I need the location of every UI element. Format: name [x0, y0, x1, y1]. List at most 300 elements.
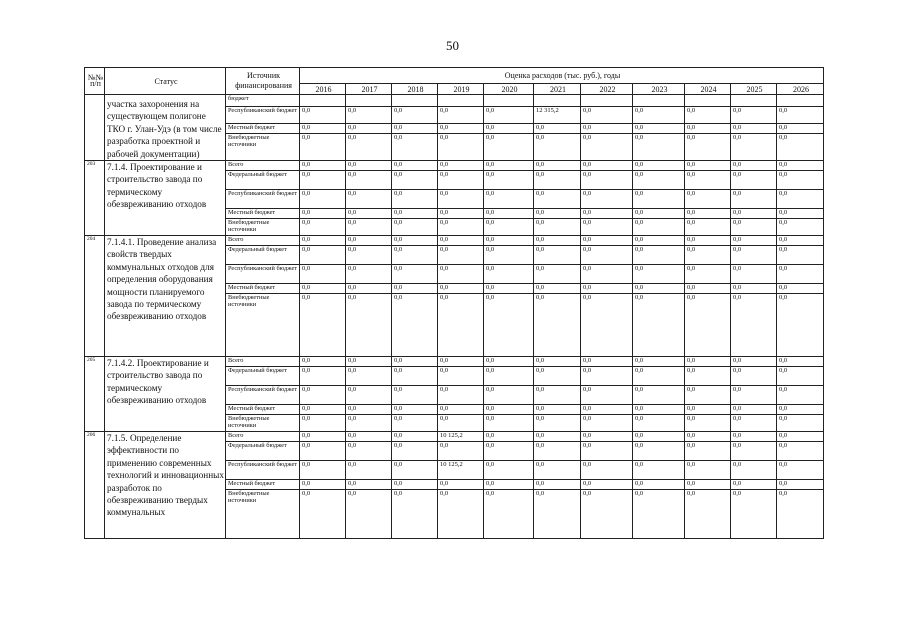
value-cell: 0,0 [346, 209, 392, 219]
value-cell: 0,0 [731, 107, 777, 124]
funding-source: Федеральный бюджет [226, 367, 300, 386]
value-cell: 0,0 [484, 490, 534, 539]
funding-source: Всего [226, 357, 300, 367]
value-cell: 0,0 [534, 432, 581, 442]
value-cell: 0,0 [346, 386, 392, 405]
value-cell: 0,0 [731, 367, 777, 386]
value-cell: 0,0 [633, 386, 685, 405]
value-cell: 0,0 [581, 265, 633, 284]
value-cell: 0,0 [392, 357, 438, 367]
value-cell: 0,0 [633, 219, 685, 236]
value-cell: 0,0 [484, 265, 534, 284]
value-cell [534, 95, 581, 107]
value-cell: 0,0 [392, 190, 438, 209]
value-cell: 0,0 [438, 357, 484, 367]
value-cell: 0,0 [484, 442, 534, 461]
value-cell: 0,0 [392, 442, 438, 461]
value-cell: 0,0 [685, 490, 731, 539]
value-cell: 0,0 [685, 134, 731, 161]
value-cell: 0,0 [300, 386, 346, 405]
value-cell: 0,0 [346, 134, 392, 161]
value-cell: 0,0 [633, 107, 685, 124]
funding-source: Федеральный бюджет [226, 442, 300, 461]
funding-source: Федеральный бюджет [226, 171, 300, 190]
value-cell: 0,0 [346, 294, 392, 357]
value-cell: 0,0 [300, 284, 346, 294]
value-cell: 0,0 [777, 367, 824, 386]
value-cell: 0,0 [685, 124, 731, 134]
value-cell: 0,0 [581, 107, 633, 124]
value-cell: 0,0 [777, 294, 824, 357]
value-cell: 10 125,2 [438, 432, 484, 442]
value-cell: 0,0 [300, 219, 346, 236]
value-cell: 0,0 [731, 386, 777, 405]
value-cell [438, 95, 484, 107]
value-cell: 0,0 [633, 190, 685, 209]
value-cell: 0,0 [392, 367, 438, 386]
value-cell: 0,0 [685, 265, 731, 284]
funding-source: Федеральный бюджет [226, 246, 300, 265]
value-cell: 0,0 [484, 209, 534, 219]
value-cell: 0,0 [777, 246, 824, 265]
value-cell [392, 95, 438, 107]
value-cell: 0,0 [392, 107, 438, 124]
value-cell: 0,0 [581, 219, 633, 236]
value-cell: 0,0 [581, 294, 633, 357]
value-cell [581, 95, 633, 107]
value-cell: 0,0 [685, 236, 731, 246]
value-cell: 0,0 [484, 367, 534, 386]
funding-source: Внебюджетные источники [226, 219, 300, 236]
value-cell: 0,0 [685, 357, 731, 367]
table-row [85, 95, 824, 107]
value-cell: 0,0 [633, 490, 685, 539]
value-cell: 0,0 [346, 190, 392, 209]
value-cell: 0,0 [346, 236, 392, 246]
status-text: 7.1.4.2. Проектирование и строительство завода по термическому обезвреживанию отходов [105, 357, 226, 432]
value-cell: 0,0 [300, 236, 346, 246]
value-cell: 0,0 [300, 134, 346, 161]
value-cell: 0,0 [438, 134, 484, 161]
value-cell: 0,0 [731, 219, 777, 236]
value-cell: 0,0 [777, 386, 824, 405]
value-cell: 0,0 [300, 367, 346, 386]
value-cell: 0,0 [392, 161, 438, 171]
value-cell: 0,0 [581, 171, 633, 190]
value-cell: 0,0 [534, 265, 581, 284]
value-cell: 0,0 [633, 442, 685, 461]
value-cell: 0,0 [685, 190, 731, 209]
value-cell: 0,0 [685, 432, 731, 442]
value-cell: 0,0 [581, 386, 633, 405]
funding-source: бюджет [226, 95, 300, 107]
value-cell: 0,0 [300, 442, 346, 461]
value-cell: 0,0 [484, 432, 534, 442]
value-cell: 0,0 [346, 490, 392, 539]
value-cell: 0,0 [581, 284, 633, 294]
value-cell: 0,0 [438, 442, 484, 461]
value-cell: 0,0 [534, 386, 581, 405]
value-cell: 0,0 [392, 480, 438, 490]
header-year: 2023 [633, 84, 685, 95]
value-cell: 0,0 [731, 284, 777, 294]
header-year: 2022 [581, 84, 633, 95]
value-cell: 0,0 [484, 171, 534, 190]
value-cell [777, 95, 824, 107]
value-cell [685, 95, 731, 107]
value-cell: 0,0 [581, 461, 633, 480]
table-row [85, 432, 824, 442]
value-cell: 0,0 [777, 461, 824, 480]
value-cell: 0,0 [534, 442, 581, 461]
value-cell: 0,0 [633, 246, 685, 265]
value-cell: 0,0 [346, 265, 392, 284]
value-cell: 0,0 [438, 236, 484, 246]
value-cell: 0,0 [300, 209, 346, 219]
value-cell: 0,0 [484, 190, 534, 209]
funding-source: Всего [226, 236, 300, 246]
value-cell: 0,0 [484, 161, 534, 171]
value-cell: 0,0 [346, 432, 392, 442]
value-cell: 0,0 [685, 367, 731, 386]
status-text: 7.1.5. Определение эффективности по применению современных технологий и инновационных разработок по обезвреживанию твердых коммунальных [105, 432, 226, 539]
value-cell: 0,0 [685, 480, 731, 490]
value-cell: 0,0 [392, 171, 438, 190]
value-cell: 10 125,2 [438, 461, 484, 480]
status-text: 7.1.4.1. Проведение анализа свойств твердых коммунальных отходов для определения оборудования мощности планируемого завода по термическому обезвреживанию отходов [105, 236, 226, 357]
value-cell: 0,0 [581, 367, 633, 386]
value-cell: 0,0 [346, 107, 392, 124]
value-cell: 0,0 [438, 107, 484, 124]
header-expenses: Оценка расходов (тыс. руб.), годы [300, 68, 824, 84]
value-cell: 0,0 [438, 171, 484, 190]
value-cell: 0,0 [346, 246, 392, 265]
value-cell: 0,0 [731, 265, 777, 284]
funding-source: Внебюджетные источники [226, 415, 300, 432]
value-cell: 0,0 [731, 236, 777, 246]
value-cell: 0,0 [346, 161, 392, 171]
row-number: 205 [85, 357, 105, 432]
value-cell: 0,0 [300, 190, 346, 209]
value-cell: 0,0 [300, 480, 346, 490]
value-cell: 0,0 [534, 209, 581, 219]
value-cell: 0,0 [685, 161, 731, 171]
value-cell: 0,0 [633, 209, 685, 219]
value-cell: 0,0 [777, 236, 824, 246]
value-cell: 0,0 [392, 415, 438, 432]
value-cell: 0,0 [777, 442, 824, 461]
value-cell: 0,0 [731, 161, 777, 171]
value-cell: 12 315,2 [534, 107, 581, 124]
value-cell: 0,0 [300, 246, 346, 265]
value-cell: 0,0 [731, 490, 777, 539]
value-cell: 0,0 [346, 284, 392, 294]
value-cell: 0,0 [438, 265, 484, 284]
funding-source: Местный бюджет [226, 480, 300, 490]
value-cell: 0,0 [633, 480, 685, 490]
value-cell: 0,0 [438, 405, 484, 415]
value-cell: 0,0 [484, 405, 534, 415]
status-text: участка захоронения на существующем полигоне ТКО г. Улан-Удэ (в том числе разработка проектной и рабочей документации) [105, 95, 226, 161]
funding-source: Внебюджетные источники [226, 294, 300, 357]
value-cell: 0,0 [731, 246, 777, 265]
value-cell: 0,0 [731, 461, 777, 480]
value-cell: 0,0 [777, 490, 824, 539]
value-cell: 0,0 [534, 171, 581, 190]
funding-source: Местный бюджет [226, 284, 300, 294]
value-cell: 0,0 [484, 246, 534, 265]
value-cell: 0,0 [777, 480, 824, 490]
value-cell: 0,0 [300, 265, 346, 284]
value-cell: 0,0 [300, 432, 346, 442]
value-cell: 0,0 [777, 134, 824, 161]
value-cell: 0,0 [392, 432, 438, 442]
value-cell: 0,0 [731, 357, 777, 367]
value-cell: 0,0 [484, 219, 534, 236]
value-cell: 0,0 [534, 219, 581, 236]
value-cell: 0,0 [484, 236, 534, 246]
value-cell: 0,0 [534, 415, 581, 432]
table-body [85, 95, 824, 539]
value-cell: 0,0 [581, 134, 633, 161]
value-cell: 0,0 [534, 284, 581, 294]
value-cell: 0,0 [731, 124, 777, 134]
header-year: 2025 [731, 84, 777, 95]
value-cell: 0,0 [438, 294, 484, 357]
value-cell: 0,0 [731, 415, 777, 432]
value-cell: 0,0 [300, 107, 346, 124]
funding-source: Местный бюджет [226, 124, 300, 134]
value-cell: 0,0 [581, 124, 633, 134]
status-text: 7.1.4. Проектирование и строительство завода по термическому обезвреживанию отходов [105, 161, 226, 236]
value-cell: 0,0 [346, 461, 392, 480]
row-number: 206 [85, 432, 105, 539]
value-cell: 0,0 [392, 405, 438, 415]
value-cell: 0,0 [534, 246, 581, 265]
value-cell: 0,0 [731, 442, 777, 461]
value-cell: 0,0 [534, 294, 581, 357]
value-cell: 0,0 [438, 246, 484, 265]
value-cell: 0,0 [346, 171, 392, 190]
value-cell: 0,0 [685, 461, 731, 480]
header-year: 2017 [346, 84, 392, 95]
value-cell: 0,0 [633, 124, 685, 134]
value-cell: 0,0 [731, 432, 777, 442]
funding-source: Всего [226, 432, 300, 442]
value-cell: 0,0 [685, 209, 731, 219]
value-cell [484, 95, 534, 107]
header-status: Статус [105, 68, 226, 95]
page-number: 50 [446, 38, 459, 53]
funding-source: Республиканский бюджет [226, 107, 300, 124]
value-cell: 0,0 [438, 415, 484, 432]
value-cell [731, 95, 777, 107]
value-cell: 0,0 [777, 171, 824, 190]
value-cell: 0,0 [731, 209, 777, 219]
value-cell: 0,0 [534, 161, 581, 171]
funding-source: Местный бюджет [226, 405, 300, 415]
value-cell: 0,0 [534, 236, 581, 246]
value-cell: 0,0 [346, 480, 392, 490]
value-cell: 0,0 [392, 246, 438, 265]
budget-table [84, 67, 824, 539]
value-cell: 0,0 [484, 294, 534, 357]
value-cell: 0,0 [633, 294, 685, 357]
value-cell: 0,0 [534, 405, 581, 415]
value-cell: 0,0 [685, 442, 731, 461]
value-cell: 0,0 [438, 284, 484, 294]
row-number [85, 95, 105, 161]
value-cell: 0,0 [685, 246, 731, 265]
value-cell: 0,0 [534, 490, 581, 539]
value-cell: 0,0 [534, 190, 581, 209]
value-cell: 0,0 [581, 190, 633, 209]
value-cell: 0,0 [438, 161, 484, 171]
funding-source: Внебюджетные источники [226, 490, 300, 539]
header-year: 2019 [438, 84, 484, 95]
header-year: 2016 [300, 84, 346, 95]
value-cell: 0,0 [438, 124, 484, 134]
value-cell: 0,0 [484, 386, 534, 405]
value-cell: 0,0 [685, 294, 731, 357]
value-cell: 0,0 [300, 294, 346, 357]
value-cell: 0,0 [777, 161, 824, 171]
table-row [85, 161, 824, 171]
value-cell: 0,0 [346, 124, 392, 134]
value-cell: 0,0 [534, 357, 581, 367]
value-cell: 0,0 [777, 357, 824, 367]
value-cell: 0,0 [685, 219, 731, 236]
table-row [85, 236, 824, 246]
value-cell: 0,0 [346, 415, 392, 432]
value-cell: 0,0 [534, 367, 581, 386]
value-cell: 0,0 [777, 432, 824, 442]
value-cell: 0,0 [438, 490, 484, 539]
funding-source: Всего [226, 161, 300, 171]
header-num: №№ п/п [85, 68, 105, 95]
funding-source: Местный бюджет [226, 209, 300, 219]
value-cell: 0,0 [581, 236, 633, 246]
value-cell: 0,0 [300, 161, 346, 171]
value-cell: 0,0 [300, 415, 346, 432]
value-cell: 0,0 [484, 124, 534, 134]
value-cell: 0,0 [534, 480, 581, 490]
funding-source: Республиканский бюджет [226, 461, 300, 480]
value-cell: 0,0 [484, 480, 534, 490]
value-cell: 0,0 [777, 415, 824, 432]
value-cell: 0,0 [346, 357, 392, 367]
header-year: 2020 [484, 84, 534, 95]
value-cell: 0,0 [581, 405, 633, 415]
row-number: 204 [85, 236, 105, 357]
value-cell: 0,0 [300, 461, 346, 480]
value-cell: 0,0 [484, 134, 534, 161]
value-cell: 0,0 [438, 480, 484, 490]
value-cell: 0,0 [731, 171, 777, 190]
value-cell: 0,0 [392, 490, 438, 539]
value-cell: 0,0 [300, 357, 346, 367]
value-cell: 0,0 [346, 367, 392, 386]
value-cell: 0,0 [633, 405, 685, 415]
value-cell: 0,0 [438, 367, 484, 386]
value-cell: 0,0 [777, 284, 824, 294]
value-cell: 0,0 [777, 107, 824, 124]
value-cell: 0,0 [581, 480, 633, 490]
header-year: 2021 [534, 84, 581, 95]
header-year: 2018 [392, 84, 438, 95]
value-cell: 0,0 [392, 219, 438, 236]
value-cell: 0,0 [581, 415, 633, 432]
value-cell: 0,0 [633, 367, 685, 386]
funding-source: Республиканский бюджет [226, 386, 300, 405]
value-cell: 0,0 [438, 190, 484, 209]
value-cell: 0,0 [581, 246, 633, 265]
value-cell: 0,0 [438, 386, 484, 405]
value-cell: 0,0 [392, 461, 438, 480]
value-cell: 0,0 [300, 490, 346, 539]
value-cell: 0,0 [438, 209, 484, 219]
funding-source: Республиканский бюджет [226, 190, 300, 209]
value-cell: 0,0 [633, 432, 685, 442]
value-cell [346, 95, 392, 107]
value-cell: 0,0 [534, 124, 581, 134]
funding-source: Республиканский бюджет [226, 265, 300, 284]
value-cell: 0,0 [581, 490, 633, 539]
value-cell: 0,0 [392, 134, 438, 161]
value-cell: 0,0 [484, 461, 534, 480]
value-cell: 0,0 [777, 209, 824, 219]
value-cell: 0,0 [392, 265, 438, 284]
value-cell: 0,0 [633, 236, 685, 246]
value-cell: 0,0 [392, 209, 438, 219]
value-cell: 0,0 [731, 294, 777, 357]
value-cell: 0,0 [581, 209, 633, 219]
funding-source: Внебюджетные источники [226, 134, 300, 161]
value-cell: 0,0 [731, 480, 777, 490]
value-cell: 0,0 [633, 284, 685, 294]
value-cell: 0,0 [581, 357, 633, 367]
value-cell [633, 95, 685, 107]
table-row [85, 357, 824, 367]
value-cell: 0,0 [581, 432, 633, 442]
value-cell: 0,0 [685, 171, 731, 190]
value-cell: 0,0 [633, 134, 685, 161]
value-cell: 0,0 [685, 107, 731, 124]
value-cell: 0,0 [484, 357, 534, 367]
value-cell: 0,0 [777, 405, 824, 415]
value-cell: 0,0 [484, 415, 534, 432]
value-cell [300, 95, 346, 107]
value-cell: 0,0 [581, 442, 633, 461]
value-cell: 0,0 [685, 284, 731, 294]
value-cell: 0,0 [346, 442, 392, 461]
value-cell: 0,0 [438, 219, 484, 236]
value-cell: 0,0 [685, 415, 731, 432]
value-cell: 0,0 [633, 357, 685, 367]
value-cell: 0,0 [581, 161, 633, 171]
value-cell: 0,0 [685, 405, 731, 415]
header-source: Источник финансирования [226, 68, 300, 95]
value-cell: 0,0 [633, 161, 685, 171]
value-cell: 0,0 [685, 386, 731, 405]
header-year: 2024 [685, 84, 731, 95]
value-cell: 0,0 [731, 405, 777, 415]
value-cell: 0,0 [346, 405, 392, 415]
value-cell: 0,0 [484, 107, 534, 124]
row-number: 203 [85, 161, 105, 236]
value-cell: 0,0 [392, 386, 438, 405]
value-cell: 0,0 [392, 284, 438, 294]
